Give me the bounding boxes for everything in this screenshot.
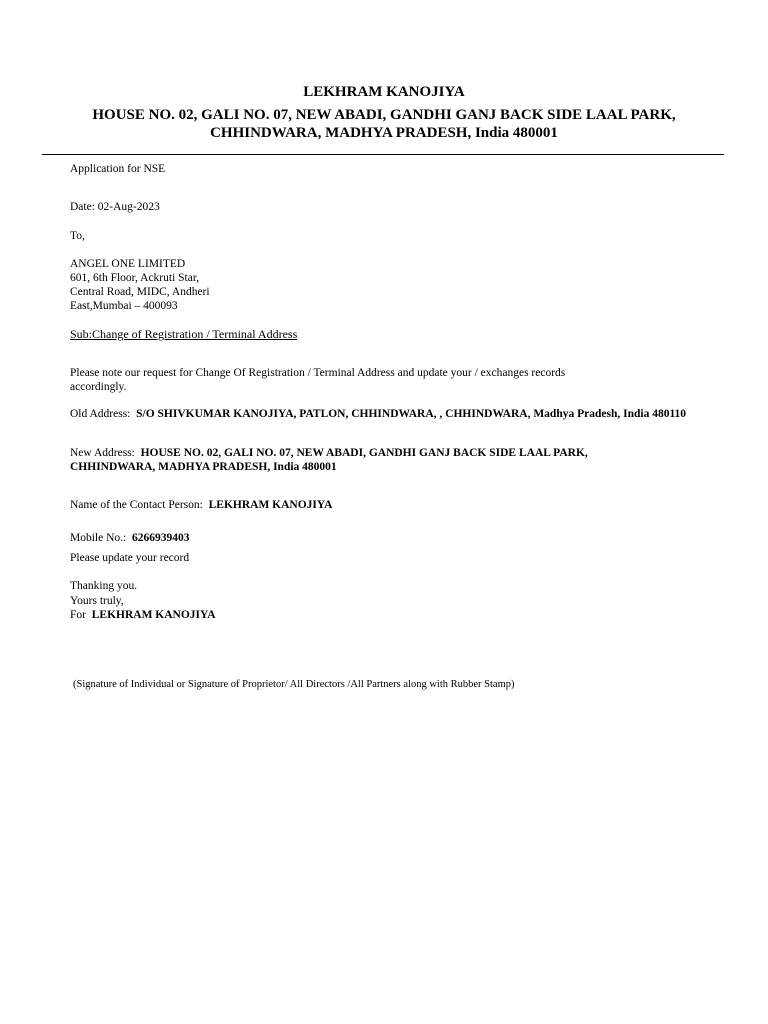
letter-date: Date: 02-Aug-2023 [70, 201, 160, 213]
request-line1: Please note our request for Change Of Registration / Terminal Address and update your / exchanges records [70, 367, 566, 379]
new-address-label: New Address: [70, 447, 135, 459]
recipient-line: East,Mumbai – 400093 [70, 300, 178, 312]
old-address [70, 409, 715, 420]
subject-line: Sub:Change of Registration / Terminal Address [70, 327, 298, 341]
mobile-label: Mobile No.: [70, 532, 127, 544]
application-title: Application for NSE [70, 163, 166, 175]
letterhead-name: LEKHRAM KANOJIYA [303, 84, 465, 100]
letterhead-address-line2: CHHINDWARA, MADHYA PRADESH, India 480001 [210, 125, 558, 141]
mobile-number [70, 531, 189, 545]
recipient-line: ANGEL ONE LIMITED [70, 258, 186, 270]
old-address-value: S/O SHIVKUMAR KANOJIYA, PATLON, CHHINDWARA, , CHHINDWARA, Madhya Pradesh, India 480110 [136, 408, 687, 420]
yours-truly: Yours truly, [70, 595, 124, 607]
signature-note: (Signature of Individual or Signature of Proprietor/ All Directors /All Partners along with Rubber Stamp) [73, 679, 515, 690]
mobile-value: 6266939403 [131, 532, 190, 544]
request-paragraph [70, 366, 720, 394]
for-label: For [70, 609, 86, 621]
new-address-value: HOUSE NO. 02, GALI NO. 07, NEW ABADI, GANDHI GANJ BACK SIDE LAAL PARK, CHHINDWARA, MADHYA PRADESH, India 480001 [70, 447, 588, 473]
request-line2: accordingly. [70, 381, 127, 393]
recipient-line: 601, 6th Floor, Ackruti Star, [70, 272, 200, 284]
header-divider [42, 154, 724, 155]
new-address [70, 446, 670, 474]
contact-label: Name of the Contact Person: [70, 499, 203, 511]
salutation-to: To, [70, 230, 85, 242]
for-value: LEKHRAM KANOJIYA [91, 609, 216, 621]
old-address-label: Old Address: [70, 408, 131, 420]
contact-person [70, 498, 332, 512]
recipient-line: Central Road, MIDC, Andheri [70, 286, 210, 298]
contact-value: LEKHRAM KANOJIYA [208, 499, 333, 511]
for-line [70, 608, 216, 622]
update-note: Please update your record [70, 552, 190, 564]
recipient-address [70, 257, 210, 313]
thanks-line: Thanking you. [70, 580, 138, 592]
letterhead-address-line1: HOUSE NO. 02, GALI NO. 07, NEW ABADI, GANDHI GANJ BACK SIDE LAAL PARK, [92, 107, 676, 123]
letterhead-address [40, 106, 728, 142]
